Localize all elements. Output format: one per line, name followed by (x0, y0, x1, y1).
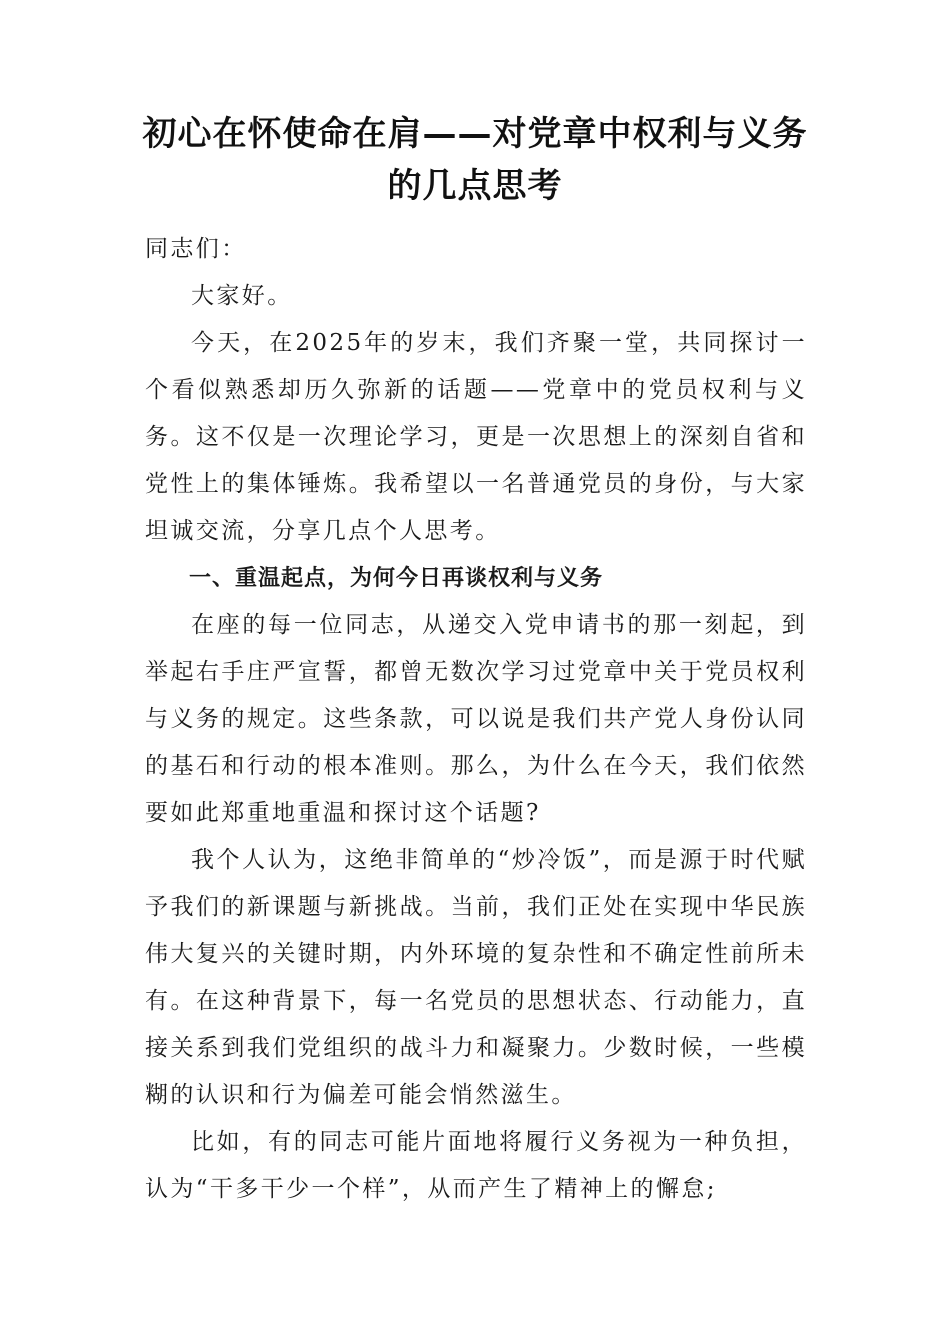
paragraph: 在座的每一位同志，从递交入党申请书的那一刻起，到举起右手庄严宣誓，都曾无数次学习过党章中关于党员权利与义务的规定。这些条款，可以说是我们共产党人身份认同的基石和行动的根本准则。那么，为什么在今天，我们依然要如此郑重地重温和探讨这个话题? (145, 612, 807, 826)
salutation: 同志们： (145, 236, 247, 262)
paragraph: 比如，有的同志可能片面地将履行义务视为一种负担，认为“干多干少一个样”，从而产生了精神上的懈怠; (145, 1129, 807, 1202)
document-title: 初心在怀使命在肩——对党章中权利与义务的几点思考 (142, 114, 808, 206)
paragraph-intro: 今天，在2025年的岁末，我们齐聚一堂，共同探讨一个看似熟悉却历久弥新的话题——党章中的党员权利与义务。这不仅是一次理论学习，更是一次思想上的深刻自省和党性上的集体锤炼。我希望以一名普通党员的身份，与大家坦诚交流，分享几点个人思考。 (145, 330, 807, 544)
paragraph-greeting: 大家好。 (191, 283, 293, 309)
document-body (145, 226, 807, 1213)
paragraph: 我个人认为，这绝非简单的“炒冷饭”，而是源于时代赋予我们的新课题与新挑战。当前，我们正处在实现中华民族伟大复兴的关键时期，内外环境的复杂性和不确定性前所未有。在这种背景下，每一名党员的思想状态、行动能力，直接关系到我们党组织的战斗力和凝聚力。少数时候，一些模糊的认识和行为偏差可能会悄然滋生。 (145, 847, 807, 1108)
section-heading: 一、重温起点，为何今日再谈权利与义务 (189, 566, 604, 591)
